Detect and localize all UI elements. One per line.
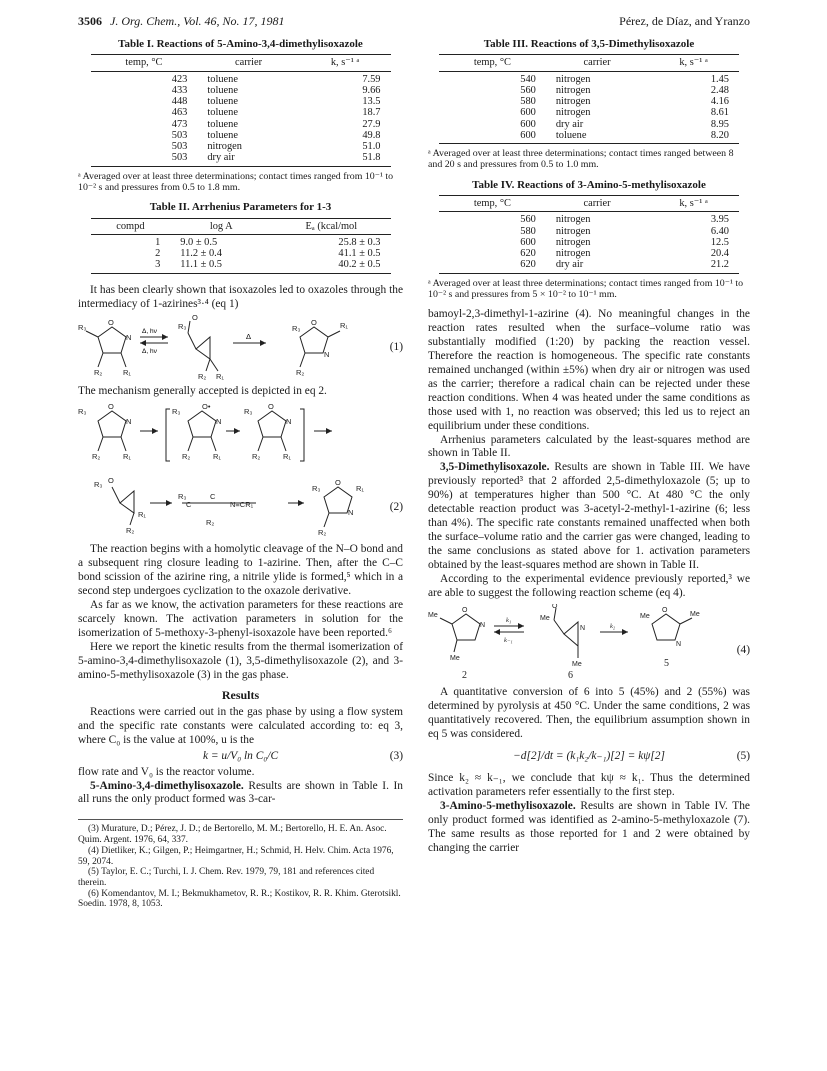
paragraph: Arrhenius parameters calculated by the least-squares method are shown in Table II. [428,433,750,460]
table-cell: 620 [520,248,536,260]
paragraph: According to the experimental evidence previously reported,³ we are able to suggest the following reaction scheme (eq 4). [428,572,750,599]
table-cell: toluene [546,130,648,144]
table-4-header: carrier [546,196,648,212]
table-4 [428,179,750,301]
table-3-footnote: ᵃ Averaged over at least three determinations; contact times ranged between 8 and 20 s and pressures from 0.5 to 1.0 mm. [428,148,734,171]
table-1-title: Table I. Reactions of 5-Amino-3,4-dimethylisoxazole [118,38,363,50]
reference-item: (4) Dietliker, K.; Gilgen, P.; Heimgartner, H.; Schmid, H. Helv. Chim. Acta 1976, 59, 2074. [78,845,394,867]
table-cell: toluene [207,129,238,141]
table-cell: 51.8 [300,152,391,166]
table-cell: dry air [555,118,584,130]
equation-3 [78,750,403,764]
svg-text:R₁: R₁ [213,452,221,462]
table-row [91,71,391,85]
svg-text:R₃: R₃ [178,322,187,332]
table-cell: 600 [520,107,536,119]
table-cell: 6.40 [710,225,729,237]
reference-item: (6) Komendantov, M. I.; Bekmukhametov, R. R.; Kostikov, R. R. Khim. Gterotsikl. Soedin. 1978, 8, 1053. [78,888,401,910]
equation-4-number: (4) [736,644,750,657]
paragraph-text: Results are shown in Table III. We have previously reported³ that 2 afforded 2,5-dimethyloxazole (5; up to 90%) at temperatures higher than 500 °C. At 480 °C the only detectable reaction product was 3-acetyl-2-methyl-1-azirine (6; less than 4%). The specific rate constants remained unaffected when both the surface–volume ratio and the carrier gas were changed, leading to the same conclusions as stated above for 1. activation parameters obtained by the least-squares method are shown in Table II. [428,461,750,571]
svg-text:R₂: R₂ [126,526,135,536]
table-cell: toluene [207,107,238,119]
table-cell: 8.20 [648,130,739,144]
svg-text:N: N [324,350,330,360]
reference-list [78,819,403,910]
running-head-authors: Pérez, de Díaz, and Yranzo [619,14,750,28]
table-cell: nitrogen [207,141,242,153]
table-cell: nitrogen [555,225,591,237]
table-cell: 1 [155,236,161,248]
run-in-heading: 5-Amino-3,4-dimethylisoxazole. [90,779,244,792]
svg-text:N: N [348,508,354,518]
table-cell: 20.4 [710,248,729,260]
table-row [439,226,739,237]
table-row [91,248,391,259]
svg-text:Me: Me [450,655,460,663]
svg-text:R₁: R₁ [123,452,131,462]
svg-text:O: O [108,476,114,486]
svg-text:O: O [268,403,274,412]
table-cell: 11.2 ± 0.4 [180,248,222,260]
table-cell: nitrogen [555,96,591,108]
table-cell: 580 [520,225,536,237]
equation-5-body: −d[2]/dt = (k₁k₂/k₋₁)[2] = kψ[2] [513,750,665,763]
svg-text:O: O [335,478,341,488]
svg-text:R₃: R₃ [312,484,321,494]
svg-text:R₂: R₂ [198,372,207,382]
svg-text:R₁: R₁ [123,368,131,378]
table-3-header: k, s⁻¹ ᵃ [648,55,739,71]
svg-text:N: N [126,417,132,427]
paragraph: flow rate and V₀ is the reactor volume. [78,765,255,778]
run-in-heading: 3,5-Dimethylisoxazole. [440,461,550,474]
table-3-header: temp, °C [439,55,546,71]
table-cell: 7.59 [362,73,381,85]
eq4-rate-k1: k₁ [506,617,512,625]
table-cell: 3.95 [710,214,729,226]
svg-text:R₁: R₁ [216,372,224,382]
equation-1-scheme [78,315,403,381]
reference-item: (3) Murature, D.; Pérez, J. D.; de Bertorello, M. M.; Bertorello, H. E. An. Asoc. Quim. Argent. 1976, 64, 337. [78,824,387,846]
svg-text:R₂: R₂ [94,368,103,378]
svg-text:R₃: R₃ [172,407,181,417]
table-cell: nitrogen [555,73,591,85]
svg-text:R₃: R₃ [244,407,253,417]
paragraph: Since k₂ ≈ k₋₁, we conclude that kψ ≈ k₁. Thus the determined activation parameters refer essentially to the first step. [428,771,750,798]
table-cell: 13.5 [362,96,381,108]
table-cell: 40.2 ± 0.5 [272,259,390,273]
svg-text:R₂: R₂ [92,452,101,462]
paragraph: The reaction begins with a homolytic cleavage of the N–O bond and a subsequent ring closure leading to 1-azirine. Then, after the C–C bond scission of the azirine ring, a nitrile ylide is formed,⁵ which in a second step undergoes cyclization to the oxazole derivative. [78,543,403,598]
table-cell: 9.0 ± 0.5 [180,236,218,248]
table-row [91,141,391,152]
table-row [439,119,739,130]
svg-text:O•: O• [202,403,211,412]
paragraph-text: Results are shown in Table IV. The only product formed was identified as 2-amino-5-methyloxazole (7). The same results as those reported for 1 and 2 were obtained by changing the carrier [428,799,750,854]
svg-text:R₂: R₂ [182,452,191,462]
table-cell: nitrogen [555,248,591,260]
table-row [439,85,739,96]
table-cell: dry air [546,259,648,273]
table-2-title: Table II. Arrhenius Parameters for 1-3 [149,201,332,214]
svg-text:Me: Me [640,613,650,621]
table-row [91,119,391,130]
svg-text:Me: Me [690,611,700,619]
paragraph: The mechanism generally accepted is depicted in eq 2. [78,385,327,398]
table-4-header: temp, °C [439,196,546,212]
table-cell: toluene [207,118,238,130]
table-cell: 3 [91,259,171,273]
compound-label-6: 6 [568,670,573,682]
svg-text:N: N [216,417,222,427]
table-cell: 503 [171,129,188,141]
running-head [78,14,750,30]
svg-text:O: O [108,403,114,412]
running-head-left [78,14,285,29]
svg-text:R₂: R₂ [252,452,261,462]
svg-text:R₂: R₂ [318,528,327,538]
compound-label-2: 2 [462,670,467,682]
svg-text:O: O [192,315,198,323]
table-1-footnote: ᵃ Averaged over at least three determinations; contact times ranged from 10⁻¹ to 10⁻² s and pressures from 0.5 to 1.8 mm. [78,170,394,193]
table-1-header: k, s⁻¹ ᵃ [300,55,391,71]
paragraph: A quantitative conversion of 6 into 5 (45%) and 2 (55%) was determined by pyrolysis at 450 °C. Under the same conditions, 2 was quantitatively recovered. Then, the equilibrium assumption shown in eq 5 was considered. [428,686,750,741]
table-row [439,107,739,118]
equation-5 [428,750,750,764]
svg-text:O: O [311,318,317,328]
svg-text:N: N [676,641,682,649]
table-row [91,259,391,273]
table-cell: 600 [439,130,546,144]
table-cell: 433 [171,84,188,96]
left-column [78,38,403,910]
table-2-header: log A [170,218,272,234]
svg-text:O: O [662,607,668,615]
svg-text:O: O [552,604,558,611]
table-cell: 2 [155,248,161,260]
table-row [91,234,391,248]
table-cell: 8.95 [710,118,729,130]
svg-text:R₁: R₁ [356,484,364,494]
svg-text:N: N [480,622,486,630]
paragraph: As far as we know, the activation parameters for these reactions are scarcely known. The activation parameters in solution for the isomerization of 5-methoxy-3-phenyl-isoxazole have been reported.⁶ [78,598,403,639]
table-1-grid [91,54,391,166]
svg-text:N: N [126,333,132,343]
table-cell: 1.45 [710,73,729,85]
run-in-heading: 3-Amino-5-methylisoxazole. [440,799,576,812]
table-cell: 2.48 [710,84,729,96]
equation-2-number: (2) [389,501,403,514]
table-cell: 11.1 ± 0.5 [170,259,272,273]
svg-text:O: O [108,318,114,328]
table-1 [78,38,403,193]
svg-text:R₃: R₃ [178,492,187,502]
table-2-header: compd [91,218,171,234]
svg-text:R₁: R₁ [340,321,348,331]
table-cell: 12.5 [710,236,729,248]
table-row [91,96,391,107]
svg-text:Me: Me [540,615,550,623]
page-number: 3506 [78,14,102,28]
table-cell: toluene [207,73,238,85]
paragraph: It has been clearly shown that isoxazoles led to oxazoles through the intermediacy of 1-azirines³·⁴ (eq 1) [78,283,403,310]
table-cell: 9.66 [362,84,381,96]
equation-4-scheme [428,604,750,682]
svg-text:N: N [286,417,292,427]
table-cell: 503 [171,141,188,153]
svg-text:C: C [210,492,216,502]
table-cell: 41.1 ± 0.5 [338,248,381,260]
section-heading-results: Results [221,688,260,703]
table-4-footnote: ᵃ Averaged over at least three determinations; contact times ranged from 10⁻¹ to 10⁻² s and pressures from 5 × 10⁻² to 10⁻¹ mm. [428,277,744,301]
equation-1-structures [78,315,378,381]
table-row [91,107,391,118]
table-4-header: k, s⁻¹ ᵃ [648,196,739,212]
table-cell: 448 [171,96,188,108]
svg-text:R₁: R₁ [138,510,146,520]
table-3 [428,38,750,171]
right-column [428,38,750,855]
table-cell: dry air [197,152,299,166]
svg-text:R₃: R₃ [94,480,103,490]
table-2 [78,201,403,273]
table-row [439,248,739,259]
table-cell: 51.0 [362,141,381,153]
equation-4-structures [428,604,728,682]
paragraph [428,800,750,856]
table-cell: 49.8 [362,129,381,141]
table-row [439,237,739,248]
table-cell: toluene [207,96,238,108]
table-3-title: Table III. Reactions of 3,5-Dimethylisoxazole [483,38,695,50]
table-2-header: Eₐ (kcal/mol [272,218,390,234]
table-1-header: temp, °C [91,55,198,71]
table-row [439,96,739,107]
equation-2-structures [78,403,378,539]
table-row [91,130,391,141]
table-cell: 503 [91,152,198,166]
table-cell: 423 [171,73,188,85]
svg-text:O: O [462,607,468,615]
svg-text:R₁: R₁ [283,452,291,462]
table-cell: 4.16 [710,96,729,108]
equation-1-number: (1) [389,341,403,354]
svg-text:N≡CR₁: N≡CR₁ [230,500,254,510]
equation-5-number: (5) [736,750,750,763]
table-1-header: carrier [197,55,299,71]
eq1-forward-condition: Δ, hν [142,328,157,336]
table-row [91,85,391,96]
equation-2-scheme [78,403,403,539]
svg-text:R₃: R₃ [78,407,87,417]
reference-item: (5) Taylor, E. C.; Turchi, I. J. Chem. Rev. 1979, 79, 181 and references cited therein. [78,867,375,888]
table-row [439,212,739,226]
paragraph [428,461,750,572]
table-cell: 18.7 [362,107,381,119]
table-cell: 560 [520,84,536,96]
table-row [91,152,391,166]
table-3-grid [439,54,739,144]
table-4-grid [439,195,739,273]
table-cell: nitrogen [555,214,591,226]
table-cell: 560 [520,214,536,226]
table-2-grid [91,218,391,274]
table-cell: 463 [171,107,188,119]
table-4-title: Table IV. Reactions of 3-Amino-5-methylisoxazole [472,178,706,191]
journal-citation: J. Org. Chem., Vol. 46, No. 17, 1981 [110,14,285,28]
compound-label-5: 5 [664,658,669,670]
table-row [439,130,739,144]
equation-3-number: (3) [389,749,403,762]
table-cell: 8.61 [710,107,729,119]
table-3-header: carrier [546,55,648,71]
table-cell: 620 [439,259,546,273]
table-row [439,259,739,273]
table-cell: 600 [520,118,536,130]
paragraph: Here we report the kinetic results from the thermal isomerization of 5-amino-3,4-dimethylisoxazole (1), 3,5-dimethylisoxazole (2), and 3-amino-5-methylisoxazole (3) in the gas phase. [78,640,403,681]
paragraph: Reactions were carried out in the gas phase by using a flow system and the specific rate constants were calculated according to: eq 3, where C₀ is the value at 100%, u is the [78,706,403,746]
table-cell: toluene [207,84,238,96]
svg-text:Me: Me [572,661,582,669]
svg-text:Me: Me [428,612,438,620]
svg-text:R₃: R₃ [78,323,87,333]
svg-text:R₂: R₂ [206,518,215,528]
paragraph: bamoyl-2,3-dimethyl-1-azirine (4). No meaningful changes in the reaction rates resulted when the surface–volume ratio was substantially modified (1:20) by packing the reaction vessel. Therefore the reaction is homogeneous. The specific rate constants remained unchanged (within ±5%) when dry air or nitrogen was used as the carrier; therefore a radical chain can be rejected under these reaction conditions. When 4 was heated under the same conditions as those used with 1, no reaction was observed; this led us to reject an equilibrium under these conditions. [428,308,750,432]
svg-text:R₂: R₂ [296,368,305,378]
table-cell: nitrogen [555,107,591,119]
svg-text:N: N [580,625,586,633]
table-cell: 473 [171,118,188,130]
table-cell: 21.2 [648,259,739,273]
eq1-heat-condition: Δ [246,332,252,342]
svg-text:C: C [186,500,192,510]
table-cell: nitrogen [555,236,591,248]
eq4-rate-km1: k₋₁ [504,637,513,645]
table-row [439,71,739,85]
svg-text:R₃: R₃ [292,324,301,334]
paragraph [78,780,403,808]
table-cell: 600 [520,236,536,248]
equation-3-body: k = u/V₀ ln C₀/C [202,749,279,762]
eq4-rate-k2: k₂ [610,623,616,631]
table-cell: 540 [520,73,536,85]
paragraph-text: Results are shown in Table I. In all runs the only product formed was 3-car- [78,779,403,806]
table-cell: nitrogen [555,84,591,96]
table-cell: 25.8 ± 0.3 [338,236,381,248]
table-cell: 580 [520,96,536,108]
table-cell: 27.9 [362,118,381,130]
eq1-reverse-condition: Δ, hν [142,348,157,356]
